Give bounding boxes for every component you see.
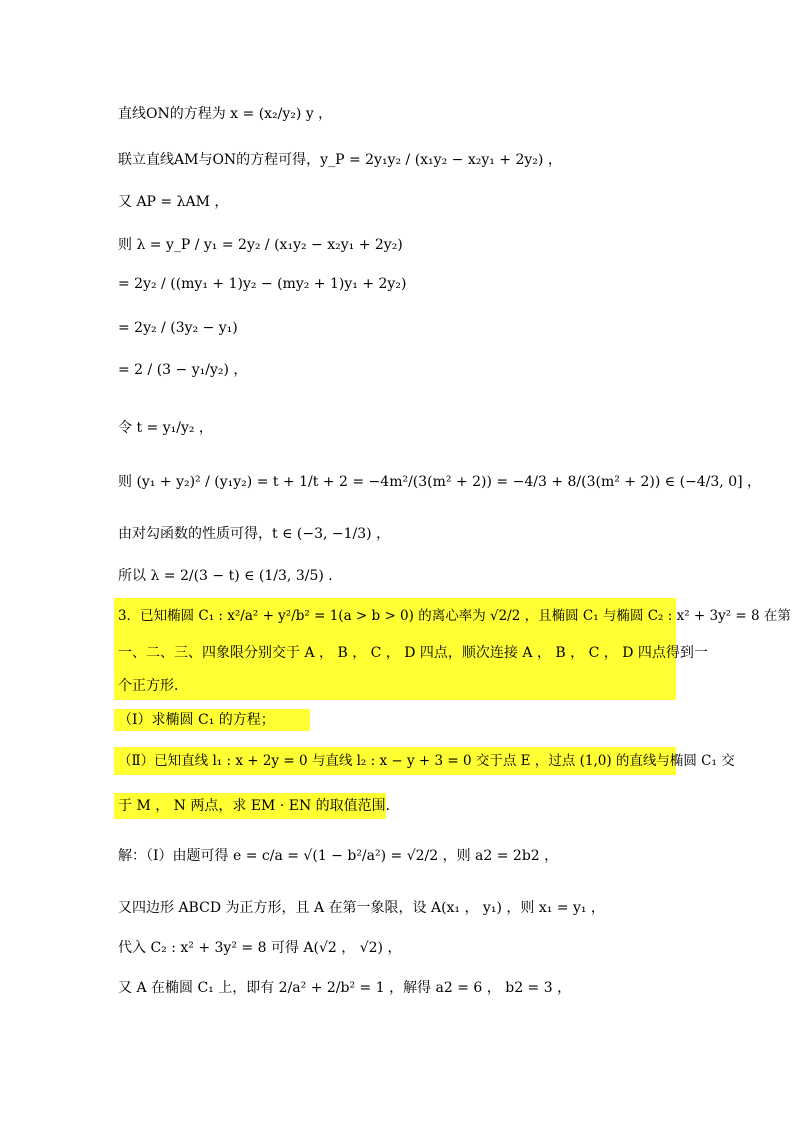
- solution-line-1: 解：（Ⅰ）由题可得 e = c/a = √(1 − b²/a²) = √2/2 ，则 a2 = 2b2 ，: [118, 848, 559, 864]
- text-line-lambda-range: 所以 λ = 2/(3 − t) ∈ (1/3, 3/5) ．: [118, 568, 343, 584]
- text-line-on-equation: 直线ON的方程为 x = (x₂/y₂) y ，: [118, 106, 333, 122]
- text-line-t-range: 由对勾函数的性质可得，t ∈ (−3, −1/3) ，: [118, 526, 391, 542]
- text-line-intersection-yp: 联立直线AM与ON的方程可得，y_P = 2y₁y₂ / (x₁y₂ − x₂y₁ + 2y₂) ，: [118, 152, 562, 168]
- problem-3-part-1: （Ⅰ）求椭圆 C₁ 的方程；: [118, 712, 275, 728]
- solution-line-3: 代入 C₂ : x² + 3y² = 8 可得 A(√2 ， √2) ，: [118, 940, 402, 956]
- text-line-lambda-4: = 2 / (3 − y₁/y₂) ，: [118, 362, 248, 378]
- text-line-lambda-2: = 2y₂ / ((my₁ + 1)y₂ − (my₂ + 1)y₁ + 2y₂): [118, 276, 407, 292]
- solution-line-2: 又四边形 ABCD 为正方形，且 A 在第一象限，设 A(x₁ ， y₁) ，则 x₁ = y₁ ，: [118, 900, 605, 916]
- solution-line-4: 又 A 在椭圆 C₁ 上，即有 2/a² + 2/b² = 1 ，解得 a2 = 6 ， b2 = 3 ，: [118, 980, 572, 996]
- text-line-let-t: 令 t = y₁/y₂ ，: [118, 420, 213, 436]
- text-line-lambda-1: 则 λ = y_P / y₁ = 2y₂ / (x₁y₂ − x₂y₁ + 2y₂): [118, 237, 403, 253]
- text-line-vector-ap: 又 AP = λAM ，: [118, 194, 229, 210]
- problem-3-part-2-line-1: （Ⅱ）已知直线 l₁ : x + 2y = 0 与直线 l₂ : x − y + 3 = 0 交于点 E ，过点 (1,0) 的直线与椭圆 C₁ 交: [118, 753, 735, 769]
- problem-3-line-2: 一、二、三、四象限分别交于 A ， B ， C ， D 四点，顺次连接 A ， B ， C ， D 四点得到一: [118, 645, 708, 661]
- problem-3-line-3: 个正方形．: [118, 678, 188, 694]
- problem-3-line-1: 3．已知椭圆 C₁ : x²/a² + y²/b² = 1(a > b > 0) 的离心率为 √2/2 ，且椭圆 C₁ 与椭圆 C₂ : x² + 3y² = 8 在第: [118, 608, 791, 624]
- problem-3-part-2-line-2: 于 M ， N 两点，求 EM · EN 的取值范围．: [118, 798, 400, 814]
- text-line-lambda-3: = 2y₂ / (3y₂ − y₁): [118, 320, 238, 336]
- text-line-ratio: 则 (y₁ + y₂)² / (y₁y₂) = t + 1/t + 2 = −4m²/(3(m² + 2)) = −4/3 + 8/(3(m² + 2)) ∈ (−4/3, 0] ，: [118, 474, 762, 490]
